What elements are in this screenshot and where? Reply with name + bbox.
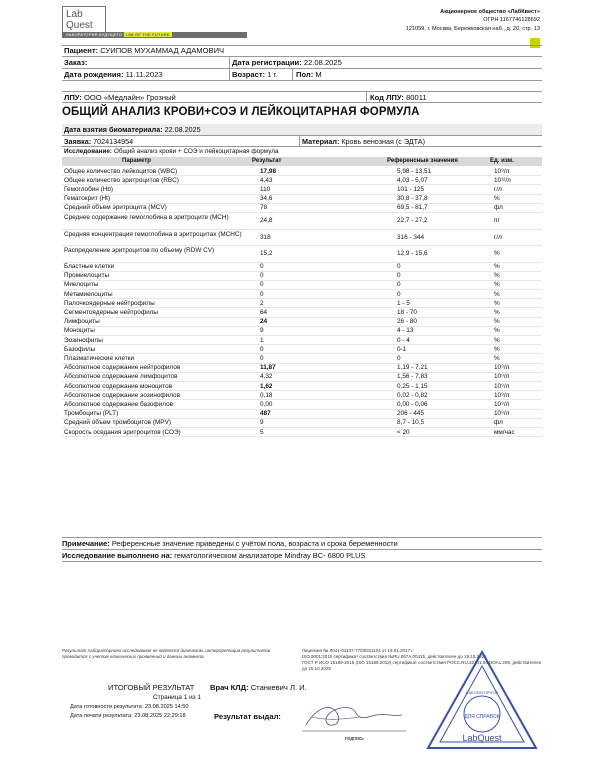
param-cell: Сегментоядерные нейтрофилы [64,309,158,317]
stamp-mid-text: ДЛЯ СПРАВОК [464,714,500,720]
issued-by-label: Результат выдал: [214,712,281,721]
doctor-name: Станкевич Л. И. [250,683,307,692]
result-cell: 0 [260,355,264,363]
method-text: гематологическом анализаторе Mindray BC- 6800 PLUS [174,551,366,560]
unit-cell: 10⁹/л [494,382,510,390]
reference-cell: 4,03 - 5,07 [397,176,428,184]
param-cell: Гемоглобин (Hb) [64,185,114,193]
age-field [232,70,278,79]
header-unit: Ед. изм. [490,158,514,164]
result-cell: 24 [260,318,268,326]
param-cell: Бластные клетки [64,263,115,271]
ready-date-label: Дата готовности результата: [70,704,144,710]
param-cell: Тромбоциты (PLT) [64,410,119,418]
patient-name-field [64,46,224,55]
table-row [62,185,542,194]
result-cell: 24,8 [260,217,273,225]
age-value: 1 г. [267,70,278,79]
signature-icon [298,695,408,737]
sample-date-field [64,125,201,134]
logo-line1: Lab [66,9,83,20]
reference-cell: 101 - 125 [397,185,425,193]
qr-code-icon [530,38,540,48]
result-cell: 4,43 [260,176,273,184]
table-row [62,213,542,230]
unit-cell: % [494,318,500,326]
result-cell: 0 [260,263,264,271]
result-cell: 0 [260,290,264,298]
table-row [62,272,542,281]
reference-cell: 22,7 - 27,2 [397,217,428,225]
sample-date: 22.08.2025 [164,125,201,134]
result-cell: 5 [260,428,264,436]
license-line1: Лицензия № Л041-01137-77/00311104 от 19.01.2017 г. [302,648,414,653]
reference-cell: 69,5 - 81,7 [397,204,428,212]
reference-cell: 4 - 13 [397,327,414,335]
sex-label: Пол: [296,70,314,79]
age-label: Возраст: [232,70,266,79]
param-cell: Эозинофилы [64,336,103,344]
reference-cell: 26 - 80 [397,318,417,326]
table-row [62,299,542,308]
result-cell: 17,98 [260,167,276,175]
note-field [62,539,542,548]
param-cell: Распределение эритроцитов по объему (RDW CV) [64,247,215,254]
reference-cell: 0 [397,263,401,271]
param-cell: Среднее содержание гемоглобина в эритроците (MCH) [64,214,229,221]
result-cell: 1 [260,336,264,344]
result-cell: 64 [260,309,268,317]
reference-cell: < 20 [397,428,410,436]
result-cell: 11,87 [260,364,276,372]
unit-cell: % [494,355,500,363]
reference-cell: 0 [397,290,401,298]
unit-cell: % [494,250,500,258]
reference-cell: 18 - 70 [397,309,417,317]
unit-cell: % [494,336,500,344]
doctor-field [210,683,307,692]
header-parameter: Параметр [122,158,151,164]
table-row [62,364,542,373]
sex-field [296,70,322,79]
result-cell: 0,00 [260,401,273,409]
logo-line2: Quest [66,20,93,31]
param-cell: Промиелоциты [64,272,110,280]
unit-cell: г/л [494,185,502,193]
sample-date-label: Дата взятия биоматериала: [64,125,163,134]
signature-caption: подпись [345,736,364,742]
reference-cell: 0 - 4 [397,336,410,344]
company-info [280,8,540,33]
result-cell: 0 [260,272,264,280]
registration-label: Дата регистрации: [232,58,302,67]
result-cell: 4,32 [260,373,273,381]
lpu-code-field [370,93,427,102]
table-row [62,318,542,327]
reference-cell: 1,19 - 7,21 [397,364,428,372]
param-cell: Палочкоядерные нейтрофилы [64,299,155,307]
lab-stamp-icon [424,648,540,752]
material-value: Кровь венозная (с ЭДТА) [341,137,425,146]
unit-cell: % [494,299,500,307]
unit-cell: 10⁹/л [494,401,510,409]
unit-cell: % [494,345,500,353]
unit-cell: мм/час [494,428,515,436]
disclaimer: Результат лабораторного исследования не является диагнозом, интерпретация результатов проводится с учетом клинических проявлений и данных анамнеза. [62,648,271,659]
print-date: 23.08.2025 22:29:18 [134,713,186,719]
param-cell: Общее количество эритроцитов (RBC) [64,176,179,184]
tagline [62,32,247,38]
license-line2: ISO 9001:2015 сертификат соответствия №RU.067А.00415, действителен до 19.10.2025 [302,654,487,659]
param-cell: Абсолютное содержание базофилов [64,401,174,409]
unit-cell: % [494,195,500,203]
print-date-field [70,713,186,719]
param-cell: Миелоциты [64,281,99,289]
tagline-right: LAB OF THE FUTURE [125,32,170,37]
method-label: Исследование выполнено на: [62,551,173,560]
param-cell: Моноциты [64,327,95,335]
reference-cell: 1,56 - 7,83 [397,373,428,381]
ready-date: 23.08.2025 14:50 [144,704,189,710]
table-row [62,355,542,364]
unit-cell: 10⁹/л [494,167,510,175]
unit-cell: % [494,263,500,271]
table-row [62,167,542,176]
unit-cell: % [494,309,500,317]
result-cell: 1,62 [260,382,273,390]
dob-value: 11.11.2023 [125,70,163,79]
patient-name-label: Пациент: [64,46,99,55]
result-cell: 0,18 [260,391,273,399]
result-cell: 318 [260,233,271,241]
dob-label: Дата рождения: [64,70,124,79]
sex-value: М [315,70,322,79]
order-label: Заказ: [64,58,88,67]
reference-cell: 0-1 [397,345,407,353]
lpu-code-label: Код ЛПУ: [370,93,404,102]
unit-cell: % [494,272,500,280]
unit-cell: 10⁹/л [494,391,510,399]
doctor-label: Врач КЛД: [210,683,249,692]
lpu-value: ООО «Медлайн» Грозный [83,93,176,102]
table-row [62,401,542,410]
unit-cell: 10¹²/л [494,176,511,184]
unit-cell: % [494,281,500,289]
result-cell: 34,6 [260,195,273,203]
table-row [62,204,542,213]
result-cell: 487 [260,410,271,418]
table-row [62,309,542,318]
result-cell: 15,2 [260,250,273,258]
result-cell: 78 [260,204,268,212]
reference-cell: 206 - 445 [397,410,425,418]
order-field [64,58,87,67]
stamp-brand-text: LabQuest [462,733,502,743]
param-cell: Средняя концентрация гемоглобина в эритроцитах (MCHC) [64,230,242,238]
table-row [62,373,542,382]
material-field [302,137,425,146]
lpu-label: ЛПУ: [64,93,82,102]
study-label: Исследование: [64,148,113,155]
material-label: Материал: [302,137,340,146]
reference-cell: 5,98 - 13,51 [397,167,432,175]
param-cell: Абсолютное содержание моноцитов [64,382,173,390]
request-label: Заявка: [64,137,92,146]
table-row [62,382,542,391]
table-row [62,263,542,272]
table-row [62,230,542,247]
unit-cell: % [494,327,500,335]
table-row [62,327,542,336]
reference-cell: 30,8 - 37,8 [397,195,428,203]
param-cell: Базофилы [64,345,96,353]
result-cell: 0 [260,345,264,353]
reference-cell: 12,9 - 15,6 [397,250,428,258]
reference-cell: 0,25 - 1,15 [397,382,428,390]
result-cell: 0 [260,281,264,289]
unit-cell: г/л [494,233,502,241]
results-table-header [62,157,542,166]
company-name: Акционерное общество «ЛабКвест» [440,9,540,15]
registration-date: 22.08.2025 [303,58,342,67]
result-cell: 9 [260,419,264,427]
param-cell: Гематокрит (Ht) [64,195,111,203]
param-cell: Общее количество лейкоцитов (WBC) [64,167,178,175]
note-label: Примечание: [62,539,110,548]
reference-cell: 0 [397,272,401,280]
lpu-code-value: 80011 [406,93,427,102]
request-number: 7024134954 [93,137,134,146]
company-address: 121059, г. Москва, Бережковская наб., д. 20, стр. 13 [405,25,540,32]
table-row [62,246,542,263]
reference-cell: 0 [397,281,401,289]
unit-cell: фл [494,204,503,212]
param-cell: Абсолютное содержание лимфоцитов [64,373,178,381]
page-number: Страница 1 из 1 [153,694,201,701]
param-cell: Метамиелоциты [64,290,113,298]
table-row [62,391,542,400]
reference-cell: 0,02 - 0,82 [397,391,428,399]
header-result: Результат [252,158,282,164]
param-cell: Абсолютное содержание нейтрофилов [64,364,181,372]
table-row [62,410,542,419]
table-row [62,428,542,437]
param-cell: Скорость оседания эритроцитов (СОЭ) [64,428,181,436]
print-date-label: Дата печати результата: [70,713,133,719]
study-field [64,148,279,155]
unit-cell: 10⁹/л [494,364,510,372]
header-reference: Референсные значения [387,158,458,164]
dob-field [64,70,163,79]
ready-date-field [70,704,188,710]
lpu-field [64,93,176,102]
reference-cell: 316 - 344 [397,233,425,241]
param-cell: Средний объем тромбоцитов (MPV) [64,419,171,427]
license-line3: ГОСТ Р ИСО 15189-2015 (ISO 15189:2012) сертификат соответствия РОСС RU.32101.04ЮОА1.209, действителен до 20.10.2025 [302,660,542,671]
table-row [62,176,542,185]
table-row [62,281,542,290]
unit-cell: пг [494,217,500,225]
unit-cell: 10⁹/л [494,410,510,418]
reference-cell: 0,00 - 0,06 [397,401,428,409]
study-value: Общий анализ крови + СОЭ и лейкоцитарная формула [113,148,279,155]
unit-cell: % [494,290,500,298]
unit-cell: фл [494,419,503,427]
request-field [64,137,133,146]
tagline-left: ЛАБОРАТОРИЯ БУДУЩЕГО [66,32,123,37]
param-cell: Плазматические клетки [64,355,135,363]
table-row [62,345,542,354]
final-result-label: ИТОГОВЫЙ РЕЗУЛЬТАТ [108,683,195,692]
report-title: ОБЩИЙ АНАЛИЗ КРОВИ+СОЭ И ЛЕЙКОЦИТАРНАЯ ФОРМУЛА [62,106,420,118]
param-cell: Средний объем эритроцита (MCV) [64,204,167,212]
table-row [62,195,542,204]
param-cell: Лимфоциты [64,318,100,326]
reference-cell: 1 - 5 [397,299,410,307]
table-row [62,336,542,345]
result-cell: 9 [260,327,264,335]
note-text: Референсные значение приведены с учётом пола, возраста и срока беременности [111,539,398,548]
result-cell: 2 [260,299,264,307]
company-ogrn: ОГРН 1167746128692 [483,17,540,24]
table-row [62,290,542,299]
param-cell: Абсолютное содержание эозинофилов [64,391,181,399]
registration-field [232,58,342,67]
reference-cell: 0 [397,355,401,363]
reference-cell: 8,7 - 10,5 [397,419,425,427]
unit-cell: 10⁹/л [494,373,510,381]
method-field [62,551,542,560]
result-cell: 110 [260,185,271,193]
patient-name: СУИПОВ МУХАММАД АДАМОВИЧ [100,46,225,55]
table-row [62,419,542,428]
stamp-top-text: ЛАБОРАТОРНОЕ [465,690,499,695]
